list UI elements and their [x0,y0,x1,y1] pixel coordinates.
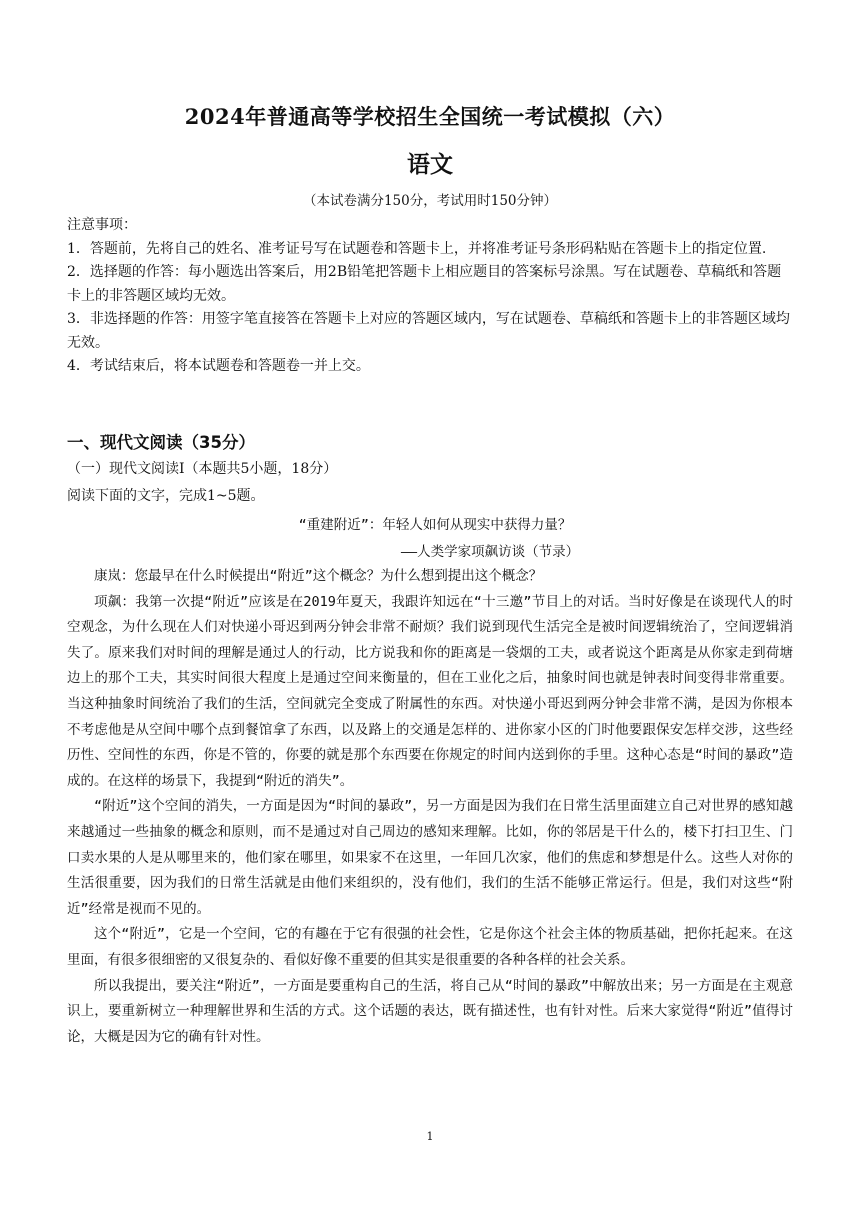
subject-title: 语文 [407,151,453,178]
notices-heading: 注意事项： [67,217,137,233]
notices-block [67,214,795,379]
article-subtitle: ——人类学家项飙访谈（节录） [400,544,580,560]
reading-instruction: 阅读下面的文字，完成1~5题。 [67,488,265,504]
article-paragraph: 这个“附近”，它是一个空间，它的有趣在于它有很强的社会性，它是你这个社会主体的物质基础，把你托起来。在这里面，有很多很细密的又很复杂的、看似好像不重要的但其实是很重要的各种各样的社会关系。 [67,926,793,968]
notice-item: 2．选择题的作答：每小题选出答案后，用2B铅笔把答题卡上相应题目的答案标号涂黑。写在试题卷、草稿纸和答题卡上的非答题区域均无效。 [67,264,782,304]
subsection-heading: （一）现代文阅读Ⅰ（本题共5小题，18分） [67,461,338,477]
article-paragraph: 所以我提出，要关注“附近”，一方面是要重构自己的生活，将自己从“时间的暴政”中解放出来；另一方面是在主观意识上，要重新树立一种理解世界和生活的方式。这个话题的表达，既有描述性，也有针对性。后来大家觉得“附近”值得讨论，大概是因为它的确有针对性。 [67,977,793,1045]
exam-title: 2024年普通高等学校招生全国统一考试模拟（六） [184,104,676,129]
section-heading: 一、现代文阅读（35分） [67,433,255,452]
article-title: “重建附近”：年轻人如何从现实中获得力量？ [298,517,572,533]
article-paragraph: “附近”这个空间的消失，一方面是因为“时间的暴政”，另一方面是因为我们在日常生活里面建立自己对世界的感知越来越通过一些抽象的概念和原则，而不是通过对自己周边的感知来理解。比如，你的邻居是干什么的，楼下打扫卫生、门口卖水果的人是从哪里来的，他们家在哪里，如果家不在这里，一年回几次家，他们的焦虑和梦想是什么。这些人对你的生活很重要，因为我们的日常生活就是由他们来组织的，没有他们，我们的生活不能够正常运行。但是，我们对这些“附近”经常是视而不见的。 [67,798,793,917]
notice-item: 3．非选择题的作答：用签字笔直接答在答题卡上对应的答题区域内，写在试题卷、草稿纸和答题卡上的非答题区域均无效。 [67,311,790,351]
article-paragraph: 项飙：我第一次提“附近”应该是在2019年夏天，我跟许知远在“十三邀”节目上的对话。当时好像是在谈现代人的时空观念，为什么现在人们对快递小哥迟到两分钟会非常不耐烦？我们说到现代生活完全是被时间逻辑统治了，空间逻辑消失了。原来我们对时间的理解是通过人的行动，比方说我和你的距离是一袋烟的工夫，或者说这个距离是从你家走到荷塘边上的那个工夫，其实时间很大程度上是通过空间来衡量的，但在工业化之后，抽象时间也就是钟表时间变得非常重要。当这种抽象时间统治了我们的生活，空间就完全变成了附属性的东西。对快递小哥迟到两分钟会非常不满，是因为你根本不考虑他是从空间中哪个点到餐馆拿了东西，以及路上的交通是怎样的、进你家小区的门时他要跟保安怎样交涉，这些经历性、空间性的东西，你是不管的，你要的就是那个东西要在你规定的时间内送到你的手里。这种心态是“时间的暴政”造成的。在这样的场景下，我提到“附近的消失”。 [67,593,793,789]
article-paragraph: 康岚：您最早在什么时候提出“附近”这个概念？为什么想到提出这个概念？ [94,568,543,584]
notice-item: 4．考试结束后，将本试题卷和答题卷一并上交。 [67,358,370,374]
page-number: 1 [426,1130,434,1143]
exam-time-note: （本试卷满分150分，考试用时150分钟） [302,193,558,209]
notice-item: 1．答题前，先将自己的姓名、准考证号写在试题卷和答题卡上，并将准考证号条形码粘贴在答题卡上的指定位置. [67,240,767,257]
article-body [67,564,793,1050]
